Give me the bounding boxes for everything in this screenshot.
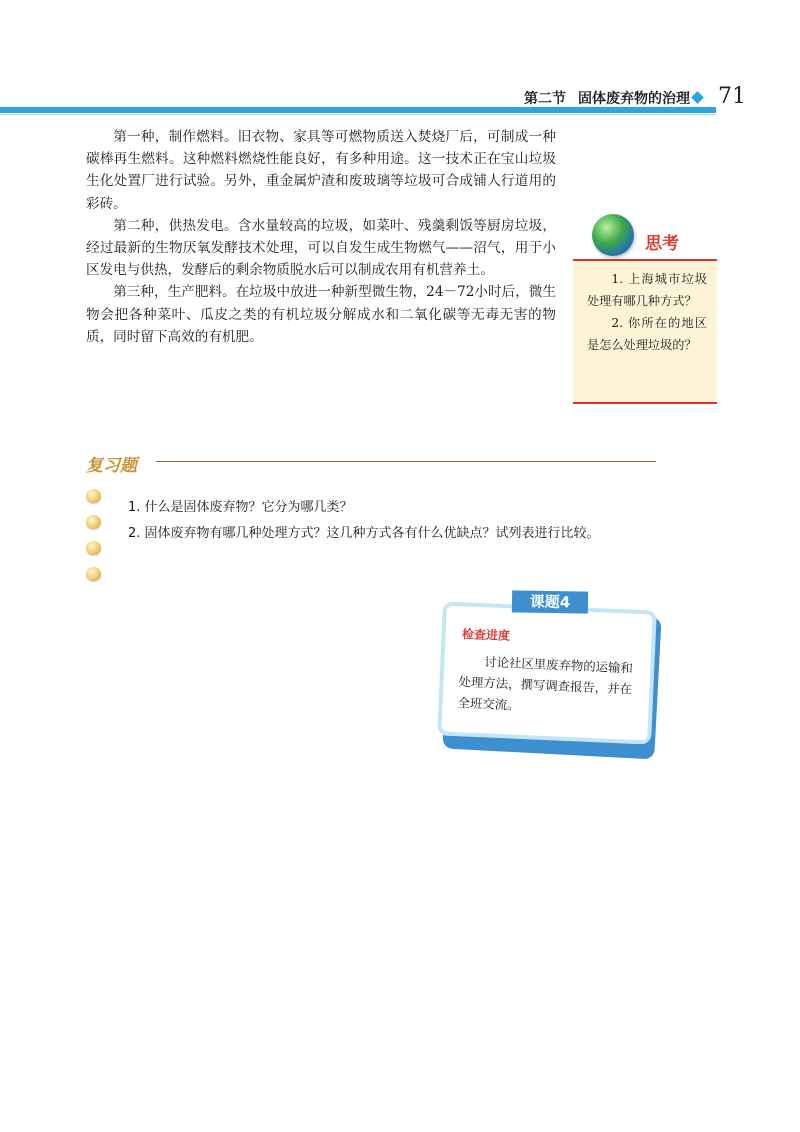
globe-icon [592, 214, 634, 256]
body-text [86, 126, 556, 348]
paragraph-fuel: 第一种，制作燃料。旧衣物、家具等可燃物质送入焚烧厂后，可制成一种碳棒再生燃料。这种燃料燃烧性能良好，有多种用途。这一技术正在宝山垃圾生化处置厂进行试验。另外，重金属炉渣和废玻璃等垃圾可合成铺人行道用的彩砖。 [86, 129, 556, 212]
topic-card-tab: 课题4 [512, 590, 588, 613]
think-divider-bottom [573, 402, 717, 404]
bullet-dot-icon [86, 489, 101, 503]
review-divider [156, 461, 656, 462]
bullet-dot-icon [86, 515, 101, 529]
think-title: 思考 [645, 234, 679, 254]
bullet-dot-icon [86, 541, 101, 555]
think-question: 2. 你所在的地区是怎么处理垃圾的？ [587, 316, 707, 352]
topic-card-body [457, 650, 644, 721]
paragraph-power: 第二种，供热发电。含水量较高的垃圾，如菜叶、残羹剩饭等厨房垃圾，经过最新的生物厌氧发酵技术处理，可以自发生成生物燃气——沼气，用于小区发电与供热，发酵后的剩余物质脱水后可以制成农用有机营养土。 [86, 217, 556, 279]
section-label: 第二节 [524, 91, 566, 107]
diamond-icon [691, 91, 704, 104]
think-questions [587, 268, 707, 356]
think-question: 1. 上海城市垃圾处理有哪几种方式？ [587, 272, 707, 308]
section-title: 固体废弃物的治理 [578, 91, 690, 107]
paragraph-fertilizer: 第三种，生产肥料。在垃圾中放进一种新型微生物，24－72小时后，微生物会把各种菜叶、瓜皮之类的有机垃圾分解成水和二氧化碳等无毒无害的物质，同时留下高效的有机肥。 [86, 284, 556, 345]
bullet-dot-icon [86, 567, 101, 581]
page-number: 71 [718, 84, 746, 109]
topic-card-text: 讨论社区里废弃物的运输和处理方法，撰写调查报告，并在全班交流。 [457, 654, 634, 713]
topic-card-heading: 检查进度 [461, 627, 511, 643]
review-title: 复习题 [86, 456, 137, 476]
header-bar [0, 107, 716, 113]
review-question: 2. 固体废弃物有哪几种处理方式？这几种方式各有什么优缺点？试列表进行比较。 [128, 526, 600, 541]
running-header [524, 88, 690, 108]
header-bar-thin [0, 114, 716, 115]
review-question: 1. 什么是固体废弃物？它分为哪几类？ [128, 500, 353, 515]
